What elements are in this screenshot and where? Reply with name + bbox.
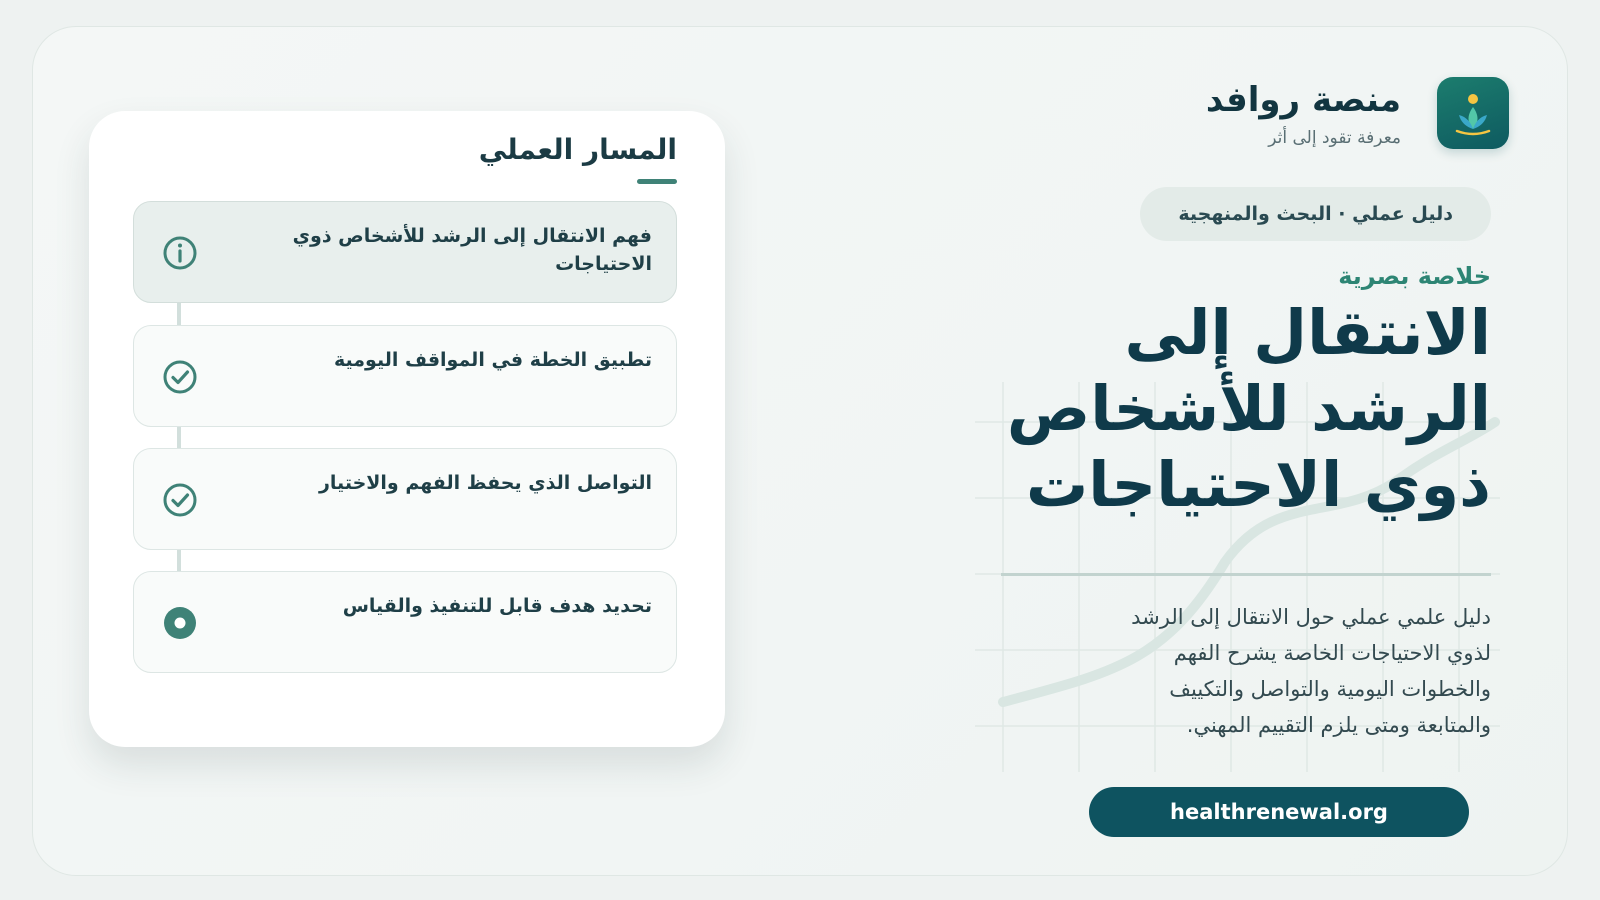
brand-name: منصة روافد: [1205, 80, 1401, 120]
headline-line: الانتقال إلى: [1124, 296, 1491, 369]
description-line: لذوي الاحتياجات الخاصة يشرح الفهم: [1173, 641, 1491, 665]
description-line: دليل علمي عملي حول الانتقال إلى الرشد: [1131, 605, 1491, 629]
title-underline: [637, 179, 677, 184]
radio-dot-icon: [162, 605, 198, 641]
info-icon: [162, 235, 198, 271]
check-circle-icon: [162, 359, 198, 395]
page-title: [931, 295, 1491, 523]
kicker-label: خلاصة بصرية: [1338, 262, 1491, 290]
step-item[interactable]: [133, 571, 677, 673]
brand-header: [1206, 77, 1509, 149]
step-label: التواصل الذي يحفظ الفهم والاختيار: [318, 472, 652, 494]
website-link-button[interactable]: healthrenewal.org: [1089, 787, 1469, 837]
category-badge: دليل عملي · البحث والمنهجية: [1140, 187, 1491, 241]
step-connector: [177, 550, 181, 572]
check-circle-icon: [162, 482, 198, 518]
divider: [1001, 573, 1491, 576]
panel-title: المسار العملي: [478, 133, 677, 166]
step-item[interactable]: [133, 448, 677, 550]
step-label: تطبيق الخطة في المواقف اليومية: [333, 349, 652, 371]
brand-logo-icon: [1437, 77, 1509, 149]
step-item[interactable]: [133, 201, 677, 303]
step-connector: [177, 427, 181, 449]
brand-tagline: معرفة تقود إلى أثر: [1268, 128, 1401, 148]
main-card: [32, 26, 1568, 876]
step-connector: [177, 303, 181, 325]
description-line: والخطوات اليومية والتواصل والتكييف: [1169, 677, 1491, 701]
step-label: فهم الانتقال إلى الرشد للأشخاص ذوي الاحتياجات: [292, 225, 652, 275]
headline-line: الرشد للأشخاص: [1006, 372, 1491, 445]
description: [1061, 599, 1491, 743]
step-label: تحديد هدف قابل للتنفيذ والقياس: [342, 595, 652, 617]
headline-line: ذوي الاحتياجات: [1025, 448, 1491, 521]
step-item[interactable]: [133, 325, 677, 427]
description-line: والمتابعة ومتى يلزم التقييم المهني.: [1186, 713, 1491, 737]
path-panel: [89, 111, 725, 747]
